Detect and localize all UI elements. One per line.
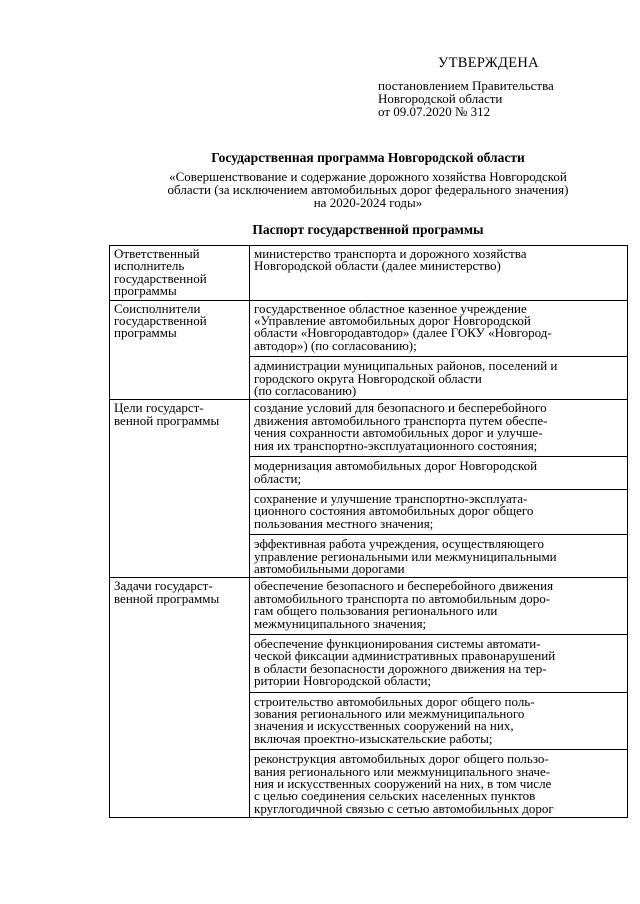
program-title: Государственная программа Новгородской области — [211, 150, 525, 165]
row-label-line: Задачи государст- — [114, 578, 213, 594]
passport-title: Паспорт государственной программы — [252, 222, 484, 237]
row-content-cell — [250, 578, 628, 818]
row-label-line: венной программы — [114, 590, 220, 606]
content-line: автомобильными дорогами — [254, 560, 405, 576]
content-line: создание условий для безопасного и бесперебойного — [254, 400, 547, 416]
content-line: межмуниципального значения; — [254, 615, 427, 631]
content-item — [250, 692, 627, 750]
content-line: администрации муниципальных районов, поселений и — [254, 358, 558, 374]
row-label-line: программы — [114, 283, 177, 299]
content-line: государственное областное казенное учреждение — [254, 300, 527, 316]
content-item — [254, 402, 624, 456]
content-line: обеспечение безопасного и бесперебойного движения — [254, 578, 554, 594]
content-line: пользования местного значения; — [254, 515, 434, 531]
row-label-line: программы — [114, 325, 177, 341]
row-label-cell — [110, 246, 250, 301]
approval-line-3: от 09.07.2020 № 312 — [378, 103, 491, 119]
content-item — [254, 248, 624, 273]
content-line: вания регионального или межмуниципального значе- — [254, 763, 551, 779]
content-item — [250, 456, 627, 489]
row-label-cell — [110, 578, 250, 818]
content-line: ритории Новгородской области; — [254, 673, 432, 689]
row-label-line: венной программы — [114, 412, 220, 428]
content-line: движения автомобильного транспорта путем обеспе- — [254, 412, 548, 428]
table-row — [110, 578, 628, 818]
content-line: эффективная работа учреждения, осуществляющего — [254, 536, 544, 552]
content-line: в области безопасности дорожного движения на тер- — [254, 660, 547, 676]
program-subtitle-1: «Совершенствование и содержание дорожного хозяйства Новгородской — [169, 168, 567, 184]
row-label-cell — [110, 300, 250, 400]
content-item — [254, 580, 624, 634]
table-row — [110, 300, 628, 400]
content-item — [250, 534, 627, 575]
program-subtitle-3: на 2020-2024 годы» — [313, 194, 423, 210]
content-line: управление региональными или межмуниципальными — [254, 548, 557, 564]
content-item — [250, 356, 627, 397]
content-line: сохранение и улучшение транспортно-эксплуата- — [254, 490, 528, 506]
content-line: включая проектно-изыскательские работы; — [254, 730, 493, 746]
content-line: строительство автомобильных дорог общего поль- — [254, 693, 535, 709]
row-label-line: Соисполнители — [114, 300, 201, 316]
row-label-line: Ответственный — [114, 246, 200, 261]
content-line: модернизация автомобильных дорог Новгородской — [254, 458, 538, 474]
content-item — [250, 749, 627, 815]
content-line: «Управление автомобильных дорог Новгородской — [254, 313, 531, 329]
content-line: ния и искусственных сооружений на них, в том числе — [254, 776, 552, 792]
row-label-cell — [110, 400, 250, 578]
content-line: обеспечение функционирования системы автомати- — [254, 635, 541, 651]
row-content-cell — [250, 300, 628, 400]
approval-title: УТВЕРЖДЕНА — [438, 55, 539, 71]
content-item — [250, 489, 627, 534]
content-line: (по согласованию) — [254, 383, 357, 399]
row-label-line: государственной — [114, 313, 207, 329]
content-line: автомобильного транспорта по автомобильным доро- — [254, 590, 551, 606]
content-line: Новгородской области (далее министерство) — [254, 258, 501, 274]
content-item — [254, 300, 624, 357]
row-label-line: исполнитель — [114, 258, 185, 274]
content-line: министерство транспорта и дорожного хозяйства — [254, 246, 527, 261]
table-row — [110, 400, 628, 578]
row-label-line: Цели государст- — [114, 400, 204, 416]
program-heading — [110, 152, 626, 209]
row-content-cell — [250, 400, 628, 578]
approval-line-1: постановлением Правительства — [378, 77, 554, 93]
row-label-line: государственной — [114, 270, 207, 286]
content-line: чения сохранности автомобильных дорог и улучше- — [254, 425, 543, 441]
approval-stamp — [378, 57, 618, 118]
program-subtitle-2: области (за исключением автомобильных дорог федерального значения) — [167, 181, 569, 197]
content-line: ческой фиксации административных правонарушений — [254, 648, 556, 664]
content-line: значения и искусственных сооружений на них, — [254, 718, 514, 734]
content-line: ния их транспортно-эксплуатационного состояния; — [254, 437, 538, 453]
content-item — [250, 634, 627, 692]
content-line: зования регионального или межмуниципального — [254, 706, 525, 721]
content-line: ционного состояния автомобильных дорог общего — [254, 503, 534, 519]
content-line: городского округа Новгородской области — [254, 370, 482, 386]
passport-table — [109, 245, 628, 818]
content-line: области «Новгородавтодор» (далее ГОКУ «Новгород- — [254, 325, 552, 341]
content-line: реконструкция автомобильных дорог общего пользо- — [254, 751, 549, 767]
approval-line-2: Новгородской области — [378, 90, 503, 106]
content-line: гам общего пользования регионального или — [254, 603, 498, 619]
table-row — [110, 246, 628, 301]
content-line: автодор») (по согласованию); — [254, 337, 417, 353]
content-line: круглогодичной связью с сетью автомобильных дорог — [254, 800, 554, 816]
content-line: области; — [254, 470, 302, 486]
content-line: с целью соединения сельских населенных пунктов — [254, 788, 536, 804]
row-content-cell — [250, 246, 628, 301]
